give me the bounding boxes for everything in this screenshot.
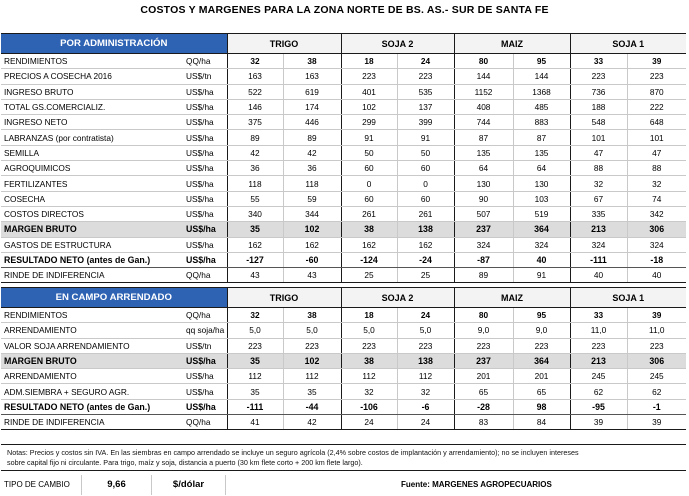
row-value: 1368 xyxy=(513,84,570,99)
row-value: 74 xyxy=(627,191,686,206)
row-value: 87 xyxy=(513,130,570,145)
row-value: 5,0 xyxy=(283,323,341,338)
row-value: 146 xyxy=(227,99,283,114)
row-value: 324 xyxy=(627,237,686,252)
row-value: 5,0 xyxy=(397,323,454,338)
row-unit: US$/tn xyxy=(182,338,227,353)
row-value: 95 xyxy=(513,308,570,323)
row-value: 55 xyxy=(227,191,283,206)
row-value: 89 xyxy=(227,130,283,145)
row-value: 42 xyxy=(227,145,283,160)
row-value: 102 xyxy=(283,222,341,237)
row-value: 35 xyxy=(283,384,341,399)
row-value: 88 xyxy=(570,161,627,176)
rented-table xyxy=(1,287,686,430)
row-value: 39 xyxy=(627,415,686,430)
row-value: 91 xyxy=(397,130,454,145)
footer xyxy=(1,475,686,495)
row-value: 162 xyxy=(227,237,283,252)
admin-table xyxy=(1,33,686,283)
row-label: VALOR SOJA ARRENDAMIENTO xyxy=(1,338,182,353)
table-row xyxy=(1,161,686,176)
rented-header-row xyxy=(1,288,686,308)
crop-header-soja-1: SOJA 1 xyxy=(570,288,686,308)
row-value: 47 xyxy=(570,145,627,160)
row-value: 91 xyxy=(513,268,570,283)
row-value: 201 xyxy=(513,369,570,384)
row-value: 101 xyxy=(570,130,627,145)
table-row xyxy=(1,338,686,353)
row-value: 648 xyxy=(627,115,686,130)
row-value: 112 xyxy=(397,369,454,384)
table-row xyxy=(1,268,686,283)
row-value: -28 xyxy=(454,399,513,414)
row-value: -111 xyxy=(570,252,627,267)
row-value: 24 xyxy=(341,415,397,430)
row-value: 32 xyxy=(627,176,686,191)
row-value: 80 xyxy=(454,308,513,323)
row-value: 103 xyxy=(513,191,570,206)
row-value: 137 xyxy=(397,99,454,114)
row-unit: US$/ha xyxy=(182,222,227,237)
row-value: 11,0 xyxy=(627,323,686,338)
row-value: 223 xyxy=(397,69,454,84)
table-row xyxy=(1,369,686,384)
row-value: 213 xyxy=(570,353,627,368)
row-unit: US$/ha xyxy=(182,130,227,145)
row-value: 67 xyxy=(570,191,627,206)
row-value: 35 xyxy=(227,222,283,237)
table-row xyxy=(1,54,686,69)
table-row xyxy=(1,115,686,130)
row-value: 223 xyxy=(627,69,686,84)
row-value: 87 xyxy=(454,130,513,145)
row-value: 102 xyxy=(341,99,397,114)
row-value: 18 xyxy=(341,308,397,323)
row-value: 130 xyxy=(454,176,513,191)
table-row xyxy=(1,237,686,252)
row-value: -87 xyxy=(454,252,513,267)
row-value: 223 xyxy=(454,338,513,353)
row-value: 144 xyxy=(454,69,513,84)
row-value: 40 xyxy=(627,268,686,283)
row-value: 138 xyxy=(397,353,454,368)
row-value: 43 xyxy=(283,268,341,283)
crop-header-maiz: MAIZ xyxy=(454,34,570,54)
row-value: 135 xyxy=(513,145,570,160)
row-unit: US$/tn xyxy=(182,69,227,84)
row-value: 60 xyxy=(397,191,454,206)
row-value: 42 xyxy=(283,415,341,430)
row-label: INGRESO NETO xyxy=(1,115,182,130)
row-value: 135 xyxy=(454,145,513,160)
table-row xyxy=(1,222,686,237)
row-value: 60 xyxy=(397,161,454,176)
row-value: 744 xyxy=(454,115,513,130)
row-value: 118 xyxy=(283,176,341,191)
row-value: 32 xyxy=(227,308,283,323)
row-value: 324 xyxy=(513,237,570,252)
row-value: 101 xyxy=(627,130,686,145)
row-unit: qq soja/ha xyxy=(182,323,227,338)
row-unit: QQ/ha xyxy=(182,308,227,323)
exchange-rate-value: 9,66 xyxy=(81,475,151,495)
row-value: 40 xyxy=(513,252,570,267)
row-value: 245 xyxy=(570,369,627,384)
row-value: 62 xyxy=(570,384,627,399)
table-row xyxy=(1,191,686,206)
row-value: 33 xyxy=(570,308,627,323)
row-value: 32 xyxy=(397,384,454,399)
row-value: 1152 xyxy=(454,84,513,99)
admin-header-row xyxy=(1,34,686,54)
row-value: -95 xyxy=(570,399,627,414)
row-value: 11,0 xyxy=(570,323,627,338)
row-value: 39 xyxy=(627,54,686,69)
row-value: 138 xyxy=(397,222,454,237)
table-row xyxy=(1,176,686,191)
row-value: 485 xyxy=(513,99,570,114)
table-row xyxy=(1,69,686,84)
row-label: FERTILIZANTES xyxy=(1,176,182,191)
row-value: -106 xyxy=(341,399,397,414)
row-value: 24 xyxy=(397,308,454,323)
row-value: 50 xyxy=(397,145,454,160)
row-value: 446 xyxy=(283,115,341,130)
table-row xyxy=(1,252,686,267)
table-row xyxy=(1,353,686,368)
row-value: 213 xyxy=(570,222,627,237)
row-value: 0 xyxy=(397,176,454,191)
row-value: 223 xyxy=(341,69,397,84)
row-unit: US$/ha xyxy=(182,206,227,221)
row-value: 883 xyxy=(513,115,570,130)
row-value: 18 xyxy=(341,54,397,69)
row-unit: US$/ha xyxy=(182,399,227,414)
row-value: 5,0 xyxy=(341,323,397,338)
row-value: 162 xyxy=(283,237,341,252)
row-unit: US$/ha xyxy=(182,176,227,191)
row-unit: US$/ha xyxy=(182,99,227,114)
row-value: 261 xyxy=(397,206,454,221)
row-value: 535 xyxy=(397,84,454,99)
table-row xyxy=(1,130,686,145)
row-value: 507 xyxy=(454,206,513,221)
source-credit: Fuente: MARGENES AGROPECUARIOS xyxy=(401,480,552,489)
row-value: 60 xyxy=(341,191,397,206)
table-row xyxy=(1,84,686,99)
row-value: 64 xyxy=(454,161,513,176)
row-value: 335 xyxy=(570,206,627,221)
row-value: 35 xyxy=(227,384,283,399)
row-label: RESULTADO NETO (antes de Gan.) xyxy=(1,252,182,267)
row-unit: QQ/ha xyxy=(182,54,227,69)
table-row xyxy=(1,99,686,114)
crop-header-soja-2: SOJA 2 xyxy=(341,288,454,308)
row-value: 340 xyxy=(227,206,283,221)
row-value: 40 xyxy=(570,268,627,283)
row-value: 64 xyxy=(513,161,570,176)
row-value: 619 xyxy=(283,84,341,99)
row-value: 364 xyxy=(513,222,570,237)
page-title: COSTOS Y MARGENES PARA LA ZONA NORTE DE BS. AS.- SUR DE SANTA FE xyxy=(140,4,549,16)
table-row xyxy=(1,384,686,399)
row-label: RENDIMIENTOS xyxy=(1,308,182,323)
table-row xyxy=(1,145,686,160)
row-value: 188 xyxy=(570,99,627,114)
row-value: 223 xyxy=(513,338,570,353)
row-value: 344 xyxy=(283,206,341,221)
row-value: 38 xyxy=(283,308,341,323)
row-value: 89 xyxy=(283,130,341,145)
row-value: 324 xyxy=(570,237,627,252)
row-value: 401 xyxy=(341,84,397,99)
row-value: 223 xyxy=(397,338,454,353)
table-row xyxy=(1,399,686,414)
table-row xyxy=(1,206,686,221)
row-value: 162 xyxy=(397,237,454,252)
row-value: 519 xyxy=(513,206,570,221)
row-label: RINDE DE INDIFERENCIA xyxy=(1,268,182,283)
row-value: 223 xyxy=(627,338,686,353)
row-unit: US$/ha xyxy=(182,84,227,99)
row-value: 0 xyxy=(341,176,397,191)
admin-section-header: POR ADMINISTRACIÓN xyxy=(1,34,227,54)
row-unit: US$/ha xyxy=(182,237,227,252)
row-value: 24 xyxy=(397,54,454,69)
row-label: MARGEN BRUTO xyxy=(1,353,182,368)
row-label: MARGEN BRUTO xyxy=(1,222,182,237)
row-value: 24 xyxy=(397,415,454,430)
row-value: 261 xyxy=(341,206,397,221)
row-value: 43 xyxy=(227,268,283,283)
crop-header-maiz: MAIZ xyxy=(454,288,570,308)
row-value: 38 xyxy=(341,353,397,368)
row-value: -1 xyxy=(627,399,686,414)
row-label: PRECIOS A COSECHA 2016 xyxy=(1,69,182,84)
row-unit: US$/ha xyxy=(182,191,227,206)
row-value: 118 xyxy=(227,176,283,191)
row-value: 223 xyxy=(341,338,397,353)
row-value: 237 xyxy=(454,353,513,368)
row-value: 548 xyxy=(570,115,627,130)
notes-line-1: Notas: Precios y costos sin IVA. En las siembras en campo arrendado se incluye un seguro agrícola (2,4% sobre costos de implantación y arrendamiento); no se incluyen intereses xyxy=(7,448,579,457)
row-value: 62 xyxy=(627,384,686,399)
row-value: 32 xyxy=(341,384,397,399)
row-value: 342 xyxy=(627,206,686,221)
row-value: -127 xyxy=(227,252,283,267)
row-value: 222 xyxy=(627,99,686,114)
row-label: RESULTADO NETO (antes de Gan.) xyxy=(1,399,182,414)
row-label: COSECHA xyxy=(1,191,182,206)
row-value: 36 xyxy=(227,161,283,176)
row-value: 223 xyxy=(227,338,283,353)
row-value: 25 xyxy=(341,268,397,283)
row-value: 65 xyxy=(513,384,570,399)
crop-header-soja-1: SOJA 1 xyxy=(570,34,686,54)
crop-header-trigo: TRIGO xyxy=(227,34,341,54)
row-value: 98 xyxy=(513,399,570,414)
row-unit: QQ/ha xyxy=(182,415,227,430)
row-value: 245 xyxy=(627,369,686,384)
row-value: 32 xyxy=(227,54,283,69)
row-value: 42 xyxy=(283,145,341,160)
row-unit: US$/ha xyxy=(182,145,227,160)
row-value: 88 xyxy=(627,161,686,176)
row-value: 163 xyxy=(227,69,283,84)
row-label: ARRENDAMIENTO xyxy=(1,369,182,384)
row-value: 47 xyxy=(627,145,686,160)
row-value: 306 xyxy=(627,222,686,237)
row-value: 35 xyxy=(227,353,283,368)
row-value: 201 xyxy=(454,369,513,384)
row-value: 84 xyxy=(513,415,570,430)
row-value: 223 xyxy=(570,69,627,84)
row-value: 32 xyxy=(570,176,627,191)
row-value: 9,0 xyxy=(513,323,570,338)
row-value: 223 xyxy=(283,338,341,353)
row-value: 50 xyxy=(341,145,397,160)
row-unit: US$/ha xyxy=(182,369,227,384)
notes-block xyxy=(1,444,686,471)
row-unit: US$/ha xyxy=(182,252,227,267)
row-value: 112 xyxy=(227,369,283,384)
row-value: 112 xyxy=(341,369,397,384)
table-row xyxy=(1,323,686,338)
row-value: -124 xyxy=(341,252,397,267)
row-value: 223 xyxy=(570,338,627,353)
row-value: 112 xyxy=(283,369,341,384)
row-value: 91 xyxy=(341,130,397,145)
row-value: 9,0 xyxy=(454,323,513,338)
row-label: INGRESO BRUTO xyxy=(1,84,182,99)
row-value: -18 xyxy=(627,252,686,267)
exchange-rate-label: TIPO DE CAMBIO xyxy=(4,480,70,489)
row-value: 299 xyxy=(341,115,397,130)
row-value: 237 xyxy=(454,222,513,237)
row-value: 399 xyxy=(397,115,454,130)
crop-header-trigo: TRIGO xyxy=(227,288,341,308)
row-label: COSTOS DIRECTOS xyxy=(1,206,182,221)
row-value: 144 xyxy=(513,69,570,84)
table-row xyxy=(1,308,686,323)
row-label: SEMILLA xyxy=(1,145,182,160)
row-value: -60 xyxy=(283,252,341,267)
row-value: 33 xyxy=(570,54,627,69)
row-unit: QQ/ha xyxy=(182,268,227,283)
exchange-rate-unit: $/dólar xyxy=(151,475,226,495)
row-value: 408 xyxy=(454,99,513,114)
row-value: 95 xyxy=(513,54,570,69)
row-value: 89 xyxy=(454,268,513,283)
row-value: -44 xyxy=(283,399,341,414)
row-value: 83 xyxy=(454,415,513,430)
row-value: -111 xyxy=(227,399,283,414)
row-unit: US$/ha xyxy=(182,161,227,176)
row-value: 59 xyxy=(283,191,341,206)
row-value: -6 xyxy=(397,399,454,414)
row-value: 375 xyxy=(227,115,283,130)
row-value: 870 xyxy=(627,84,686,99)
row-value: 306 xyxy=(627,353,686,368)
crop-header-soja-2: SOJA 2 xyxy=(341,34,454,54)
row-value: 522 xyxy=(227,84,283,99)
row-value: 162 xyxy=(341,237,397,252)
row-value: 25 xyxy=(397,268,454,283)
row-value: 324 xyxy=(454,237,513,252)
row-value: 130 xyxy=(513,176,570,191)
row-unit: US$/ha xyxy=(182,353,227,368)
row-label: AGROQUIMICOS xyxy=(1,161,182,176)
row-value: 102 xyxy=(283,353,341,368)
row-value: 174 xyxy=(283,99,341,114)
row-value: 65 xyxy=(454,384,513,399)
row-value: 5,0 xyxy=(227,323,283,338)
table-row xyxy=(1,415,686,430)
row-unit: US$/ha xyxy=(182,384,227,399)
row-value: 38 xyxy=(283,54,341,69)
row-value: 39 xyxy=(570,415,627,430)
row-value: 80 xyxy=(454,54,513,69)
row-unit: US$/ha xyxy=(182,115,227,130)
row-value: 36 xyxy=(283,161,341,176)
notes-line-2: sobre capital fijo ni circulante. Para trigo, maíz y soja, distancia a puerto (30 km flete corto + 200 km flete largo). xyxy=(7,457,363,467)
row-value: 163 xyxy=(283,69,341,84)
row-value: 90 xyxy=(454,191,513,206)
row-value: 736 xyxy=(570,84,627,99)
rented-section-header: EN CAMPO ARRENDADO xyxy=(1,288,227,308)
row-value: 60 xyxy=(341,161,397,176)
row-label: RINDE DE INDIFERENCIA xyxy=(1,415,182,430)
row-label: GASTOS DE ESTRUCTURA xyxy=(1,237,182,252)
row-label: ADM.SIEMBRA + SEGURO AGR. xyxy=(1,384,182,399)
row-label: RENDIMIENTOS xyxy=(1,54,182,69)
row-value: 364 xyxy=(513,353,570,368)
row-value: 38 xyxy=(341,222,397,237)
row-value: 39 xyxy=(627,308,686,323)
row-label: ARRENDAMIENTO xyxy=(1,323,182,338)
row-label: TOTAL GS.COMERCIALIZ. xyxy=(1,99,182,114)
row-value: 41 xyxy=(227,415,283,430)
row-label: LABRANZAS (por contratista) xyxy=(1,130,182,145)
row-value: -24 xyxy=(397,252,454,267)
